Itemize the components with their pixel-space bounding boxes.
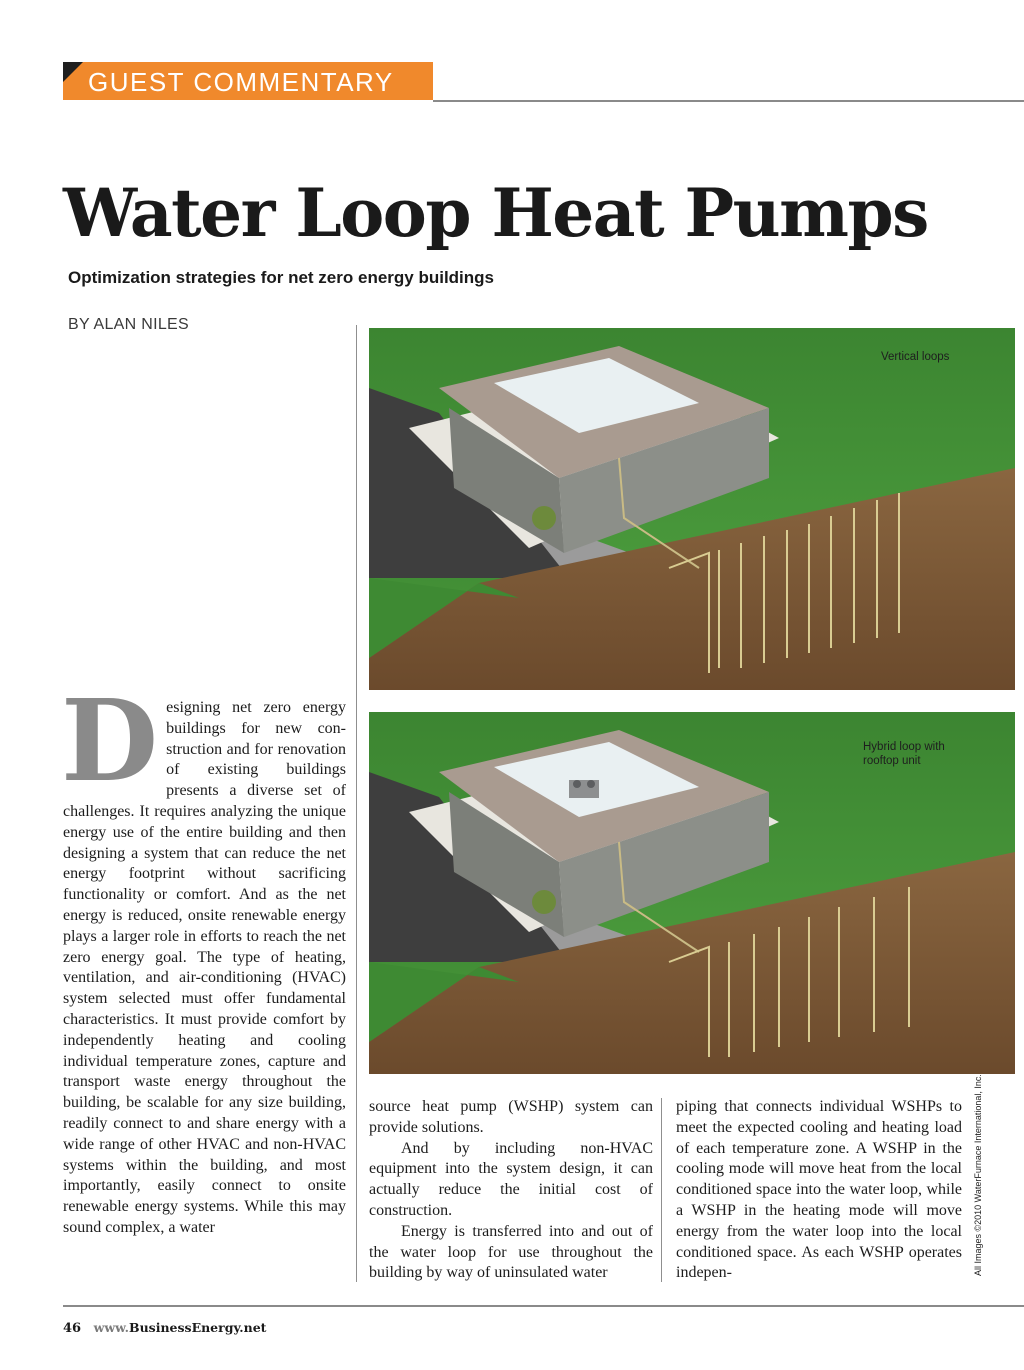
article-subtitle: Optimization strategies for net zero energy buildings <box>68 268 495 287</box>
vertical-loops-svg <box>369 328 1015 690</box>
hybrid-loop-illustration <box>369 712 1015 1074</box>
byline: BY ALAN NILES <box>68 316 190 333</box>
vertical-loops-illustration <box>369 328 1015 690</box>
body-paragraph: esigning net zero energy buildings for new construction and for renovation of existing buildings presents a diverse set of challenges. It requires analyzing the unique energy use of the entire building and then designing a system that can reduce the net energy footprint without sacrificing functionality or comfort. And as the net energy is reduced, onsite renewable energy plays a larger role in efforts to reach the net zero energy goal. The type of heating, ventilation, and air-conditioning (HVAC) system selected must offer fundamental characteristics. It must provide comfort by independently heating and cooling individual temperature zones, capture and transport waste energy throughout the building, be scalable for any size building, readily connect to and share energy with a wide range of other HVAC and non-HVAC systems within the building, and most importantly, easily connect to onsite renewable energy systems. While this may sound complex, a water <box>63 699 346 1236</box>
body-paragraph: Energy is transferred into and out of the water loop for use throughout the building by way of uninsulated water <box>369 1222 653 1282</box>
article-title: Water Loop Heat Pumps <box>63 174 928 252</box>
image-credit: All Images ©2010 WaterFurnace International, Inc. <box>973 1074 983 1276</box>
figure-caption-hybrid-loop <box>863 740 945 768</box>
website-url-name: BusinessEnergy.net <box>129 1320 267 1335</box>
header-rule <box>433 100 1024 102</box>
column-rule <box>661 1098 662 1282</box>
figure-caption-vertical-loops: Vertical loops <box>881 351 950 363</box>
column-rule <box>356 325 357 1282</box>
body-column-2 <box>369 1097 653 1284</box>
footer-rule <box>63 1305 1024 1307</box>
body-column-1 <box>61 676 346 1239</box>
section-label: GUEST COMMENTARY <box>88 67 394 97</box>
page-number: 46 <box>63 1321 82 1336</box>
figure-caption-line-1: Hybrid loop with <box>863 741 945 753</box>
website-url <box>94 1320 267 1335</box>
body-paragraph: piping that connects individual WSHPs to meet the expected cooling and heating load of each temperature zone. A WSHP in the cooling mode will move heat from the local conditioned space into the water loop, while a WSHP in the heating mode will move energy from the water loop into the local conditioned space. As each WSHP operates indepen- <box>676 1098 962 1282</box>
folio <box>63 1320 266 1336</box>
section-tab-corner <box>63 62 83 82</box>
body-paragraph: source heat pump (WSHP) system can provide solutions. <box>369 1098 653 1136</box>
figure-caption-line-2: rooftop unit <box>863 755 921 767</box>
drop-cap: D <box>61 676 159 807</box>
website-url-prefix: www. <box>93 1320 130 1335</box>
body-paragraph: And by including non-HVAC equipment into the system design, it can actually reduce the initial cost of construction. <box>369 1139 653 1219</box>
body-column-3 <box>676 1097 962 1284</box>
